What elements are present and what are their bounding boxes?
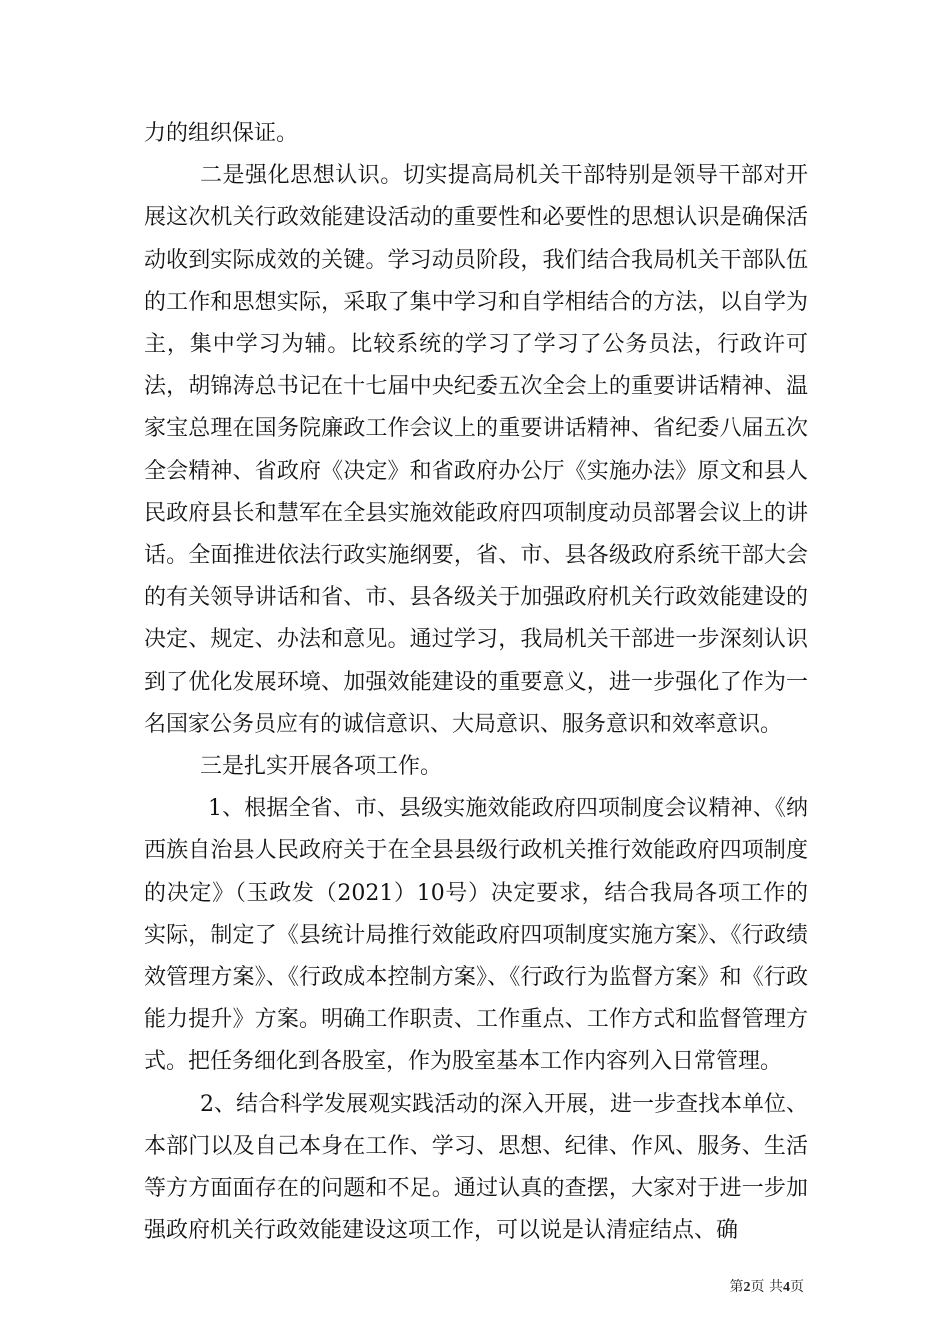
total-page-number: 4	[783, 1280, 790, 1295]
footer-prefix: 第	[729, 1279, 744, 1295]
paragraph-thought-awareness: 二是强化思想认识。切实提高局机关干部特别是领导干部对开展这次机关行政效能建设活动的重要性和必要性的思想认识是确保活动收到实际成效的关键。学习动员阶段，我们结合我局机关干部队伍的工作和思想实际，采取了集中学习和自学相结合的方法，以自学为主，集中学习为辅。比较系统的学习了学习了公务员法，行政许可法，胡锦涛总书记在十七届中央纪委五次全会上的重要讲话精神、温家宝总理在国务院廉政工作会议上的重要讲话精神、省纪委八届五次全会精神、省政府《决定》和省政府办公厅《实施办法》原文和县人民政府县长和慧军在全县实施效能政府四项制度动员部署会议上的讲话。全面推进依法行政实施纲要，省、市、县各级政府系统干部大会的有关领导讲话和省、市、县各级关于加强政府机关行政效能建设的决定、规定、办法和意见。通过学习，我局机关干部进一步深刻认识到了优化发展环境、加强效能建设的重要意义，进一步强化了作为一名国家公务员应有的诚信意识、大局意识、服务意识和效率意识。	[144, 163, 808, 737]
document-body	[144, 113, 808, 1252]
footer-middle: 页 共	[750, 1279, 783, 1295]
paragraph-item-1: 1、根据全省、市、县级实施效能政府四项制度会议精神、《纳西族自治县人民政府关于在全县县级行政机关推行效能政府四项制度的决定》（玉政发（2021）10号）决定要求，结合我局各项工作的实际，制定了《县统计局推行效能政府四项制度实施方案》、《行政绩效管理方案》、《行政成本控制方案》、《行政行为监督方案》和《行政能力提升》方案。明确工作职责、工作重点、工作方式和监督管理方式。把任务细化到各股室，作为股室基本工作内容列入日常管理。	[144, 796, 809, 1075]
page-footer	[730, 1278, 804, 1297]
paragraph-item-2: 2、结合科学发展观实践活动的深入开展，进一步查找本单位、本部门以及自己本身在工作、学习、思想、纪律、作风、服务、生活等方方面面存在的问题和不足。通过认真的查摆，大家对于进一步加强政府机关行政效能建设这项工作，可以说是认清症结点、确	[144, 1091, 808, 1244]
paragraph-continuation: 力的组织保证。	[144, 121, 299, 146]
footer-suffix: 页	[790, 1279, 804, 1295]
paragraph-heading-work: 三是扎实开展各项工作。	[200, 754, 443, 780]
current-page-number: 2	[743, 1280, 751, 1295]
